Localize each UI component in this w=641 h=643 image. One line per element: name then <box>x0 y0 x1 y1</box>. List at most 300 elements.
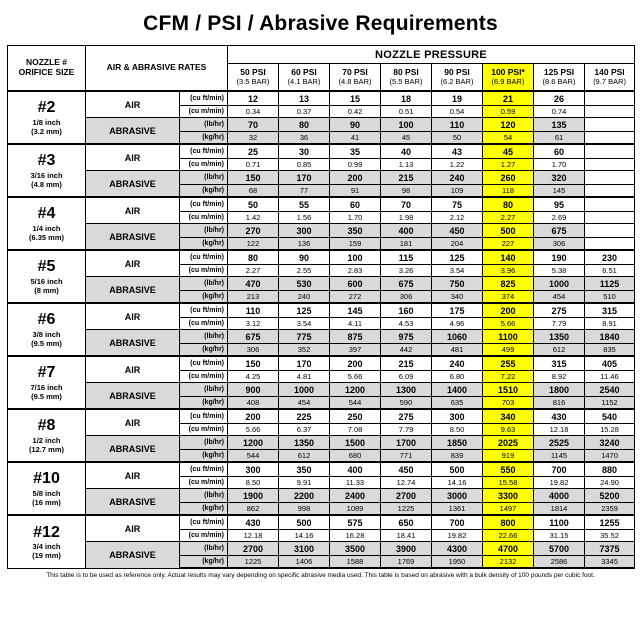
table-row <box>8 224 635 238</box>
data-cell: 5.66 <box>228 424 279 436</box>
nozzle-size-inch: 1/8 inch <box>32 117 61 127</box>
data-cell: 95 <box>534 197 585 212</box>
data-cell: 5.38 <box>534 265 585 277</box>
data-cell: 118 <box>483 185 534 198</box>
nozzle-number: #7 <box>37 364 56 382</box>
data-cell: 19.82 <box>534 477 585 489</box>
data-cell: 68 <box>228 185 279 198</box>
nozzle-size-cell <box>8 409 86 462</box>
abrasive-rate-label: ABRASIVE <box>86 542 180 569</box>
data-cell: 919 <box>483 450 534 463</box>
abrasive-rate-label: ABRASIVE <box>86 224 180 251</box>
nozzle-size-mm: (9.5 mm) <box>31 338 62 348</box>
page-title: CFM / PSI / Abrasive Requirements <box>143 12 498 35</box>
data-cell: 315 <box>585 303 635 318</box>
pressure-col-80 <box>381 64 432 92</box>
data-cell: 1145 <box>534 450 585 463</box>
data-cell: 612 <box>279 450 330 463</box>
data-cell: 442 <box>381 344 432 357</box>
data-cell: 3.26 <box>381 265 432 277</box>
data-cell: 1350 <box>534 330 585 344</box>
data-cell: 300 <box>432 409 483 424</box>
unit-label: (kg/hr) <box>180 238 228 251</box>
data-cell: 680 <box>330 450 381 463</box>
data-cell: 397 <box>330 344 381 357</box>
data-cell: 110 <box>228 303 279 318</box>
data-cell: 40 <box>381 144 432 159</box>
data-cell: 862 <box>228 503 279 516</box>
data-cell: 450 <box>381 462 432 477</box>
abrasive-rate-label: ABRASIVE <box>86 277 180 304</box>
unit-label: (lb/hr) <box>180 489 228 503</box>
data-cell: 26 <box>534 91 585 106</box>
nozzle-header-label: NOZZLE # <box>25 57 68 68</box>
data-cell: 11.33 <box>330 477 381 489</box>
unit-label: (cu m/min) <box>180 477 228 489</box>
data-cell: 2.12 <box>432 212 483 224</box>
data-cell: 5700 <box>534 542 585 556</box>
nozzle-size-mm: (8 mm) <box>34 285 59 295</box>
data-cell: 150 <box>228 356 279 371</box>
data-cell: 771 <box>381 450 432 463</box>
data-cell: 215 <box>381 171 432 185</box>
data-cell: 0.42 <box>330 106 381 118</box>
pressure-psi-label: 80 PSI <box>393 66 419 77</box>
data-cell: 5200 <box>585 489 635 503</box>
data-cell: 125 <box>432 250 483 265</box>
data-cell: 22.66 <box>483 530 534 542</box>
data-cell: 400 <box>330 462 381 477</box>
nozzle-pressure-group-header: NOZZLE PRESSURE <box>228 46 635 64</box>
data-cell: 635 <box>432 397 483 410</box>
data-cell: 530 <box>279 277 330 291</box>
data-cell: 1200 <box>330 383 381 397</box>
data-cell: 270 <box>228 224 279 238</box>
data-cell: 6.37 <box>279 424 330 436</box>
data-cell: 35.52 <box>585 530 635 542</box>
table-row <box>8 118 635 132</box>
data-cell: 1000 <box>534 277 585 291</box>
nozzle-number: #10 <box>33 470 60 488</box>
table-row <box>8 330 635 344</box>
data-cell: 1060 <box>432 330 483 344</box>
data-cell: 2359 <box>585 503 635 516</box>
data-cell: 215 <box>381 356 432 371</box>
table-row <box>8 515 635 530</box>
data-cell: 405 <box>585 356 635 371</box>
data-cell: 2132 <box>483 556 534 569</box>
nozzle-size-inch: 1/4 inch <box>32 223 61 233</box>
pressure-bar-label: (6.9 BAR) <box>491 76 525 86</box>
footer-note: This table is to be used as reference only. Actual results may vary depending on specific abrasive media used. This table is based on abrasive with a bulk density of 100 pounds per cubic foot. <box>46 572 595 579</box>
data-cell: 7.79 <box>534 318 585 330</box>
data-cell: 5.66 <box>330 371 381 383</box>
data-cell: 400 <box>381 224 432 238</box>
data-cell: 43 <box>432 144 483 159</box>
data-cell: 120 <box>483 118 534 132</box>
data-cell: 975 <box>381 330 432 344</box>
table-row <box>8 383 635 397</box>
unit-label: (cu ft/min) <box>180 250 228 265</box>
data-cell: 4.81 <box>279 371 330 383</box>
nozzle-size-cell <box>8 356 86 409</box>
unit-label: (kg/hr) <box>180 503 228 516</box>
data-cell: 0.54 <box>432 106 483 118</box>
data-cell: 16.28 <box>330 530 381 542</box>
nozzle-size-inch: 3/8 inch <box>32 329 61 339</box>
data-cell: 2.69 <box>534 212 585 224</box>
unit-label: (cu m/min) <box>180 530 228 542</box>
table-row <box>8 144 635 159</box>
data-cell: 200 <box>228 409 279 424</box>
data-cell: 2586 <box>534 556 585 569</box>
nozzle-size-cell <box>8 462 86 515</box>
data-cell: 4.53 <box>381 318 432 330</box>
data-cell: 900 <box>228 383 279 397</box>
air-rate-label: AIR <box>86 250 180 277</box>
data-cell: 470 <box>228 277 279 291</box>
nozzle-size-cell <box>8 144 86 197</box>
data-cell: 136 <box>279 238 330 251</box>
unit-label: (cu ft/min) <box>180 91 228 106</box>
data-cell: 340 <box>483 409 534 424</box>
data-cell: 700 <box>534 462 585 477</box>
data-cell: 227 <box>483 238 534 251</box>
data-cell: 675 <box>228 330 279 344</box>
nozzle-size-inch: 5/8 inch <box>32 488 61 498</box>
data-cell: 21 <box>483 91 534 106</box>
pressure-bar-label: (8.6 BAR) <box>542 76 576 86</box>
data-cell: 1800 <box>534 383 585 397</box>
data-cell: 675 <box>381 277 432 291</box>
unit-label: (kg/hr) <box>180 556 228 569</box>
table-row <box>8 462 635 477</box>
data-cell: 200 <box>483 303 534 318</box>
nozzle-size-mm: (4.8 mm) <box>31 179 62 189</box>
table-row <box>8 356 635 371</box>
data-cell: 200 <box>330 356 381 371</box>
data-cell: 125 <box>279 303 330 318</box>
data-cell: 240 <box>432 356 483 371</box>
unit-label: (lb/hr) <box>180 383 228 397</box>
air-rate-label: AIR <box>86 462 180 489</box>
data-cell: 9.63 <box>483 424 534 436</box>
data-cell <box>585 106 635 118</box>
pressure-col-50 <box>228 64 279 92</box>
unit-label: (lb/hr) <box>180 224 228 238</box>
unit-label: (cu m/min) <box>180 371 228 383</box>
data-cell: 300 <box>279 224 330 238</box>
data-cell: 2525 <box>534 436 585 450</box>
table-row <box>8 409 635 424</box>
unit-label: (lb/hr) <box>180 330 228 344</box>
data-cell: 510 <box>585 291 635 304</box>
data-cell: 3.96 <box>483 265 534 277</box>
data-cell: 6.80 <box>432 371 483 383</box>
data-cell: 75 <box>432 197 483 212</box>
data-cell: 31.15 <box>534 530 585 542</box>
data-cell: 454 <box>279 397 330 410</box>
table-row <box>8 436 635 450</box>
nozzle-size-cell <box>8 91 86 144</box>
data-cell: 60 <box>330 197 381 212</box>
unit-label: (cu m/min) <box>180 159 228 171</box>
data-cell <box>585 118 635 132</box>
data-cell: 30 <box>279 144 330 159</box>
data-cell: 145 <box>534 185 585 198</box>
data-cell: 91 <box>330 185 381 198</box>
data-cell: 2200 <box>279 489 330 503</box>
data-cell: 12.18 <box>228 530 279 542</box>
data-cell: 90 <box>330 118 381 132</box>
data-cell <box>585 185 635 198</box>
data-cell: 2700 <box>381 489 432 503</box>
data-cell: 1225 <box>228 556 279 569</box>
nozzle-header-cell <box>8 46 86 92</box>
data-cell: 1814 <box>534 503 585 516</box>
data-cell: 612 <box>534 344 585 357</box>
data-cell: 100 <box>330 250 381 265</box>
unit-label: (lb/hr) <box>180 118 228 132</box>
pressure-col-100-highlighted <box>483 64 534 92</box>
unit-label: (cu m/min) <box>180 265 228 277</box>
data-cell: 499 <box>483 344 534 357</box>
unit-label: (cu ft/min) <box>180 144 228 159</box>
pressure-psi-label: 140 PSI <box>594 66 625 77</box>
data-cell: 454 <box>534 291 585 304</box>
nozzle-size-cell <box>8 515 86 568</box>
data-cell: 4300 <box>432 542 483 556</box>
data-cell: 7375 <box>585 542 635 556</box>
nozzle-number: #5 <box>37 258 56 276</box>
table-row <box>8 91 635 106</box>
data-cell: 675 <box>534 224 585 238</box>
data-cell: 70 <box>228 118 279 132</box>
data-cell <box>585 212 635 224</box>
data-cell: 145 <box>330 303 381 318</box>
data-cell: 2.27 <box>483 212 534 224</box>
data-cell: 170 <box>279 356 330 371</box>
data-cell: 1510 <box>483 383 534 397</box>
data-cell: 430 <box>228 515 279 530</box>
data-cell: 18 <box>381 91 432 106</box>
pressure-bar-label: (3.5 BAR) <box>236 76 270 86</box>
pressure-psi-label: 125 PSI <box>543 66 575 77</box>
data-cell: 6.51 <box>585 265 635 277</box>
data-cell: 998 <box>279 503 330 516</box>
table-row <box>8 277 635 291</box>
data-cell: 1100 <box>483 330 534 344</box>
data-cell: 1400 <box>432 383 483 397</box>
data-cell <box>585 144 635 159</box>
data-cell: 1.98 <box>381 212 432 224</box>
data-cell: 3500 <box>330 542 381 556</box>
unit-label: (cu ft/min) <box>180 462 228 477</box>
data-cell: 80 <box>279 118 330 132</box>
data-cell: 8.50 <box>228 477 279 489</box>
abrasive-rate-label: ABRASIVE <box>86 383 180 410</box>
data-cell: 70 <box>381 197 432 212</box>
data-cell: 98 <box>381 185 432 198</box>
data-cell: 4.25 <box>228 371 279 383</box>
data-cell: 1152 <box>585 397 635 410</box>
data-cell: 1.70 <box>534 159 585 171</box>
data-cell: 90 <box>279 250 330 265</box>
data-cell: 1200 <box>228 436 279 450</box>
unit-label: (cu ft/min) <box>180 409 228 424</box>
data-cell: 170 <box>279 171 330 185</box>
table-row <box>8 250 635 265</box>
data-cell: 3240 <box>585 436 635 450</box>
pressure-psi-label: 100 PSI* <box>491 66 525 77</box>
data-cell <box>585 171 635 185</box>
abrasive-rate-label: ABRASIVE <box>86 118 180 145</box>
data-cell: 1850 <box>432 436 483 450</box>
unit-label: (cu ft/min) <box>180 303 228 318</box>
data-cell: 115 <box>381 250 432 265</box>
data-cell: 650 <box>381 515 432 530</box>
data-cell: 1406 <box>279 556 330 569</box>
nozzle-size-inch: 1/2 inch <box>32 435 61 445</box>
data-cell: 544 <box>330 397 381 410</box>
data-cell <box>585 224 635 238</box>
air-rate-label: AIR <box>86 91 180 118</box>
data-cell: 80 <box>228 250 279 265</box>
data-cell: 35 <box>330 144 381 159</box>
nozzle-number: #12 <box>33 523 60 541</box>
data-cell: 1500 <box>330 436 381 450</box>
data-cell <box>585 197 635 212</box>
data-cell: 0.37 <box>279 106 330 118</box>
pressure-bar-label: (9.7 BAR) <box>593 76 626 86</box>
nozzle-size-mm: (6.35 mm) <box>28 232 64 242</box>
data-cell: 12.74 <box>381 477 432 489</box>
data-cell: 8.50 <box>432 424 483 436</box>
data-cell: 6.09 <box>381 371 432 383</box>
data-cell: 4700 <box>483 542 534 556</box>
air-rate-label: AIR <box>86 515 180 542</box>
air-rate-label: AIR <box>86 144 180 171</box>
unit-label: (kg/hr) <box>180 450 228 463</box>
data-cell: 450 <box>432 224 483 238</box>
data-cell: 1900 <box>228 489 279 503</box>
data-cell: 55 <box>279 197 330 212</box>
data-cell: 839 <box>432 450 483 463</box>
pressure-col-70 <box>330 64 381 92</box>
data-cell: 880 <box>585 462 635 477</box>
unit-label: (lb/hr) <box>180 542 228 556</box>
pressure-psi-label: 60 PSI <box>291 66 317 77</box>
data-cell: 213 <box>228 291 279 304</box>
data-cell: 13 <box>279 91 330 106</box>
data-cell: 0.71 <box>228 159 279 171</box>
pressure-bar-label: (5.5 BAR) <box>389 76 423 86</box>
data-cell: 340 <box>432 291 483 304</box>
data-cell: 200 <box>330 171 381 185</box>
data-cell: 315 <box>534 356 585 371</box>
data-cell: 9.91 <box>279 477 330 489</box>
pressure-bar-label: (6.2 BAR) <box>440 76 474 86</box>
data-cell: 0.51 <box>381 106 432 118</box>
data-cell <box>585 159 635 171</box>
unit-label: (cu m/min) <box>180 424 228 436</box>
data-cell: 250 <box>330 409 381 424</box>
data-cell: 1700 <box>381 436 432 450</box>
data-cell: 15.58 <box>483 477 534 489</box>
data-cell: 825 <box>483 277 534 291</box>
nozzle-number: #6 <box>37 311 56 329</box>
data-cell: 240 <box>279 291 330 304</box>
data-cell: 3100 <box>279 542 330 556</box>
data-cell: 11.46 <box>585 371 635 383</box>
pressure-bar-label: (4.1 BAR) <box>287 76 321 86</box>
data-cell: 3.54 <box>432 265 483 277</box>
data-cell: 3.54 <box>279 318 330 330</box>
data-cell: 0.59 <box>483 106 534 118</box>
data-cell: 54 <box>483 132 534 145</box>
data-cell: 350 <box>330 224 381 238</box>
data-cell: 1470 <box>585 450 635 463</box>
abrasive-rate-label: ABRASIVE <box>86 330 180 357</box>
data-cell: 100 <box>381 118 432 132</box>
data-cell: 110 <box>432 118 483 132</box>
air-rate-label: AIR <box>86 197 180 224</box>
data-cell: 2540 <box>585 383 635 397</box>
data-cell: 1769 <box>381 556 432 569</box>
data-cell: 140 <box>483 250 534 265</box>
data-cell: 3000 <box>432 489 483 503</box>
data-cell: 45 <box>381 132 432 145</box>
data-cell: 374 <box>483 291 534 304</box>
unit-label: (kg/hr) <box>180 291 228 304</box>
data-cell: 481 <box>432 344 483 357</box>
data-cell: 1497 <box>483 503 534 516</box>
data-cell: 175 <box>432 303 483 318</box>
data-cell: 300 <box>228 462 279 477</box>
data-cell: 750 <box>432 277 483 291</box>
table-header <box>8 46 635 92</box>
data-cell: 45 <box>483 144 534 159</box>
data-cell: 1225 <box>381 503 432 516</box>
data-cell: 2.83 <box>330 265 381 277</box>
unit-label: (kg/hr) <box>180 344 228 357</box>
data-cell: 77 <box>279 185 330 198</box>
data-cell: 4.96 <box>432 318 483 330</box>
data-cell: 816 <box>534 397 585 410</box>
data-cell: 1588 <box>330 556 381 569</box>
data-cell: 2.27 <box>228 265 279 277</box>
data-cell: 1.22 <box>432 159 483 171</box>
data-cell: 122 <box>228 238 279 251</box>
nozzle-size-inch: 5/16 inch <box>30 276 63 286</box>
unit-label: (cu m/min) <box>180 318 228 330</box>
data-cell: 8.92 <box>534 371 585 383</box>
data-cell <box>585 91 635 106</box>
unit-label: (kg/hr) <box>180 132 228 145</box>
pressure-psi-label: 90 PSI <box>444 66 470 77</box>
nozzle-size-mm: (19 mm) <box>32 550 61 560</box>
pressure-bar-label: (4.8 BAR) <box>338 76 372 86</box>
pressure-psi-label: 50 PSI <box>240 66 266 77</box>
data-cell: 18.41 <box>381 530 432 542</box>
data-cell: 12.18 <box>534 424 585 436</box>
table-row <box>8 171 635 185</box>
data-cell <box>585 132 635 145</box>
data-cell: 24.90 <box>585 477 635 489</box>
data-cell: 352 <box>279 344 330 357</box>
header-row-group <box>8 46 635 64</box>
air-rate-label: AIR <box>86 356 180 383</box>
